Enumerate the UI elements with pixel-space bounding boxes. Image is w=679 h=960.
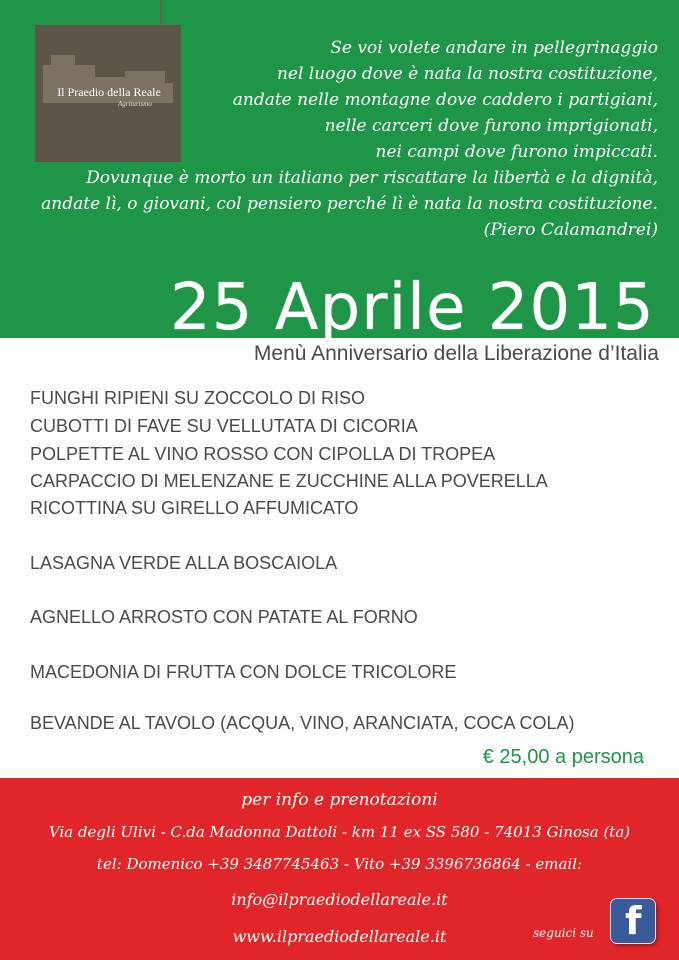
menu-item: CARPACCIO DI MELENZANE E ZUCCHINE ALLA POVERELLA: [30, 471, 548, 491]
quote-line: nelle carceri dove furono imprigionati,: [324, 116, 658, 136]
info-heading: per info e prenotazioni: [241, 790, 438, 810]
menu-item: BEVANDE AL TAVOLO (ACQUA, VINO, ARANCIATA, COCA COLA): [30, 713, 575, 733]
menu-item: CUBOTTI DI FAVE SU VELLUTATA DI CICORIA: [30, 416, 418, 436]
follow-label: seguici su: [533, 926, 594, 940]
menu-item: MACEDONIA DI FRUTTA CON DOLCE TRICOLORE: [30, 662, 457, 682]
quote-line: nel luogo dove è nata la nostra costituzione,: [276, 64, 658, 84]
menu-subtitle: Menù Anniversario della Liberazione d’Italia: [253, 342, 659, 365]
quote-line: andate lì, o giovani, col pensiero perché lì è nata la nostra costituzione.: [41, 194, 658, 214]
menu-item: RICOTTINA SU GIRELLO AFFUMICATO: [30, 498, 359, 518]
price: € 25,00 a persona: [482, 746, 644, 768]
website-link[interactable]: www.ilpraediodellareale.it: [232, 927, 447, 946]
quote-line: nei campi dove furono impiccati.: [375, 142, 658, 162]
menu-item: AGNELLO ARROSTO CON PATATE AL FORNO: [30, 607, 418, 627]
menu-item: POLPETTE AL VINO ROSSO CON CIPOLLA DI TROPEA: [30, 444, 496, 464]
quote: [18, 35, 658, 243]
event-title: 25 Aprile 2015: [170, 271, 655, 345]
quote-author: (Piero Calamandrei): [483, 220, 658, 240]
logo-name: Il Praedio della Reale: [57, 85, 161, 99]
menu-item: FUNGHI RIPIENI SU ZOCCOLO DI RISO: [30, 388, 366, 408]
quote-line: Dovunque è morto un italiano per riscattare la libertà e la dignità,: [86, 168, 658, 188]
quote-line: andate nelle montagne dove caddero i partigiani,: [232, 90, 658, 110]
email-link[interactable]: info@ilpraediodellareale.it: [231, 890, 448, 909]
address: Via degli Ulivi - C.da Madonna Dattoli - km 11 ex SS 580 - 74013 Ginosa (ta): [48, 823, 631, 841]
quote-line: Se voi volete andare in pellegrinaggio: [330, 38, 658, 58]
facebook-glyph: f: [625, 899, 642, 943]
phone-numbers: tel: Domenico +39 3487745463 - Vito +39 3396736864 - email:: [96, 855, 583, 873]
logo-subtitle: Agriturismo: [118, 100, 152, 108]
facebook-icon[interactable]: [610, 898, 656, 944]
menu-item: LASAGNA VERDE ALLA BOSCAIOLA: [30, 553, 338, 573]
